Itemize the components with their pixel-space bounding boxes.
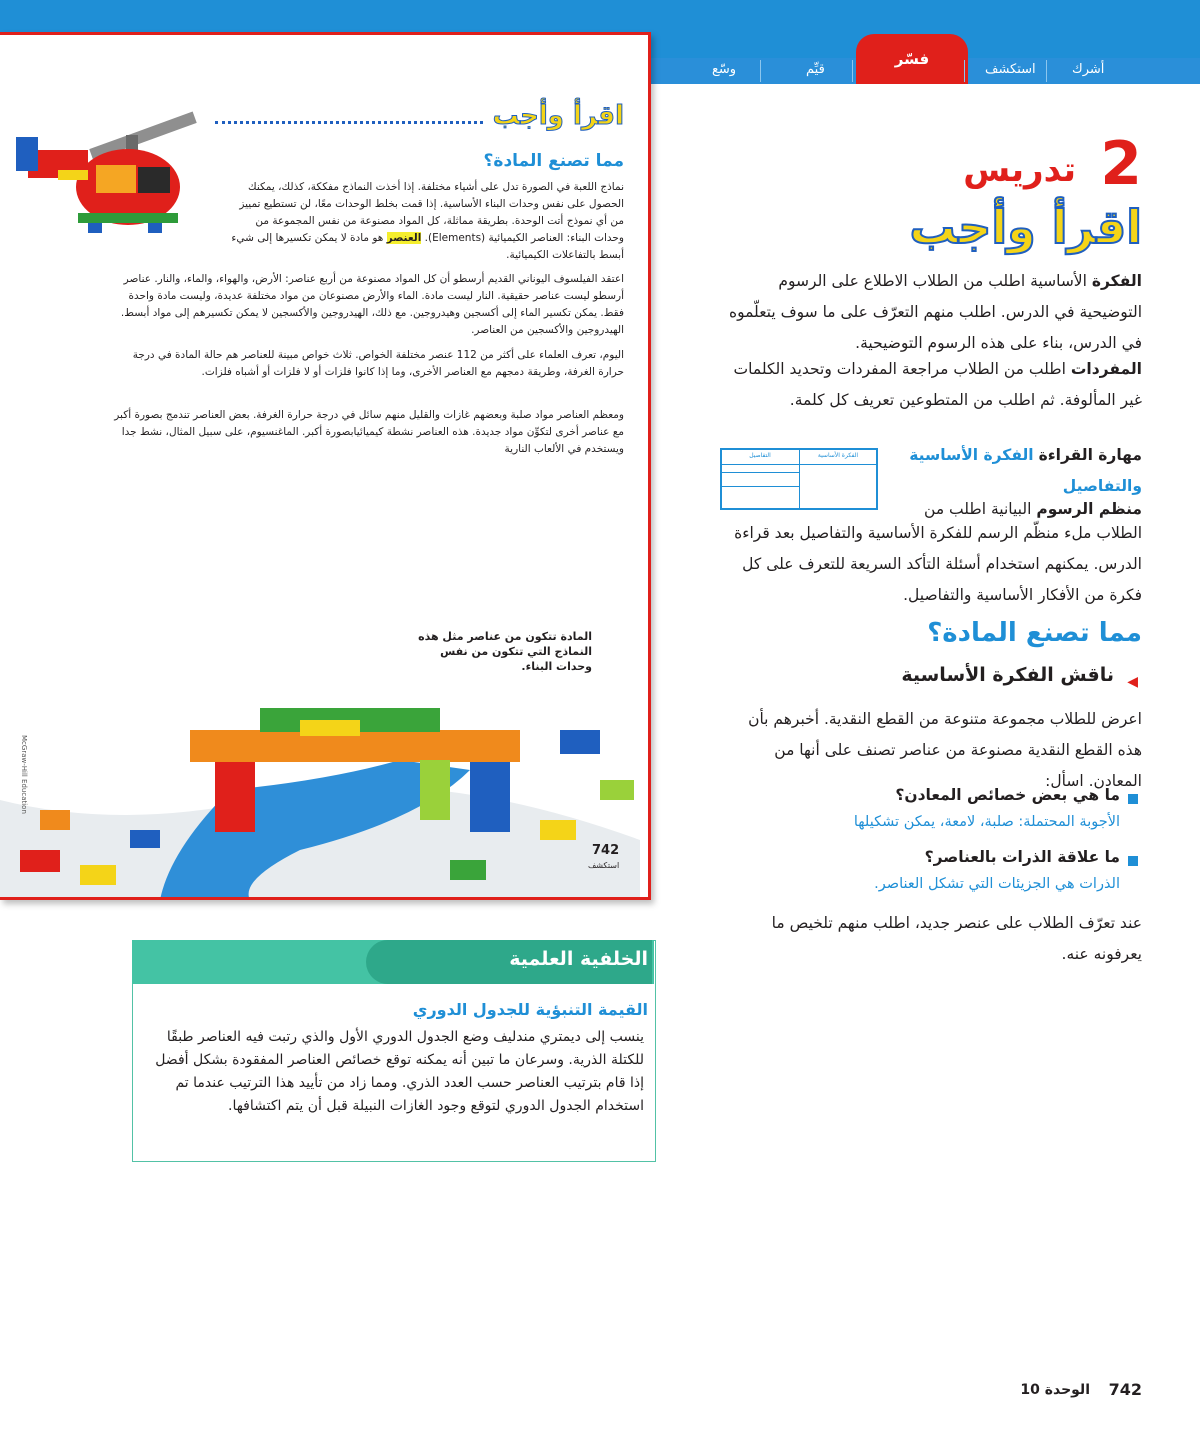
organizer-table-row-line: [722, 472, 799, 473]
science-background-text: ينسب إلى ديمتري مندليف وضع الجدول الدوري الأول والذي رتبت فيه العناصر طبقًا للكتلة الذرية. وسرعان ما تبين أنه يمكنه توقع خصائص العناصر المفقودة بشكل أفضل إذا قام بترتيب العناصر حسب العدد الذري. ومما زاد من تأييد هذا الترتيب عندما تم استخدام الجدول الدوري لتوقع وجود الغازات النبيلة قبل أن يتم اكتشافها.: [155, 1029, 644, 1114]
inset-paragraph-1: [224, 179, 624, 264]
organizer-col-details: التفاصيل: [749, 452, 771, 459]
triangle-bullet-icon: ◀: [1127, 674, 1138, 690]
inset-paragraph-3: اليوم، تعرف العلماء على أكثر من 112 عنصر مختلفة الخواص. ثلاث خواص مبينة للعناصر هم حالة المادة في درجة حرارة الغرفة، وطريقة دمجهم مع العناصر الأخرى، وما إذا كانوا فلزات أو لا فلزات أو أشباه فلزات.: [132, 349, 624, 378]
tab-explain[interactable]: فسّر: [856, 34, 968, 84]
read-answer-heading: اقرأ وأجب: [909, 200, 1142, 254]
image-caption: المادة تتكون من عناصر مثل هذه النماذج التي تتكون من نفس وحدات البناء.: [418, 630, 592, 673]
square-bullet-icon: [1128, 856, 1138, 866]
answer-1: [854, 814, 1120, 830]
question-1: ما هي بعض خصائص المعادن؟: [895, 786, 1120, 804]
science-background-title: الخلفية العلمية: [509, 948, 648, 970]
reading-skill-label: مهارة القراءة: [1038, 446, 1142, 464]
discuss-paragraph: اعرض للطلاب مجموعة متنوعة من القطع النقدية. أخبرهم بأن هذه القطع النقدية مصنوعة من عناصر تصنف على أنها من المعادن. اسأل:: [748, 710, 1142, 790]
element-term: العنصر: [386, 232, 422, 244]
reading-skill-value: الفكرة الأساسية والتفاصيل: [909, 446, 1142, 495]
lego-bridge-image: [0, 650, 648, 900]
lesson-number: 2: [1100, 129, 1142, 199]
organizer-table-row-line: [722, 486, 799, 487]
student-page-inset: [0, 32, 651, 900]
section-heading: مما تصنع المادة؟: [927, 618, 1142, 648]
closing-paragraph: عند تعرّف الطلاب على عنصر جديد، اطلب منهم تلخيص ما يعرفونه عنه.: [771, 914, 1142, 963]
inset-p1-end: هو مادة لا يمكن تكسيرها إلى شيء أبسط بالتفاعلات الكيميائية.: [231, 232, 624, 261]
inset-paragraph-2: اعتقد الفيلسوف اليوناني القديم أرسطو أن كل المواد مصنوعة من أربع عناصر: الأرض، والهواء، والماء، والنار. عناصر أرسطو ليست عناصر حقيقية. النار ليست مادة. الماء والأرض مصنوعان من مواد مختلفة عديدة، وليست مادة واحدة فقط. يمكن تكسير الماء إلى أكسجين وهيدروجين. مع ذلك، الهيدروجين والأكسجين لا يمكن تكسيرهم إلى مواد أبسط. الهيدروجين والأكسجين من العناصر.: [120, 273, 624, 336]
vocab-paragraph: [722, 354, 1142, 416]
tab-divider: [852, 60, 853, 82]
answer-2-text: الذرات هي الجزيئات التي تشكل العناصر.: [874, 876, 1120, 892]
inset-heading: مما تصنع المادة؟: [483, 151, 624, 171]
tab-engage[interactable]: أشرك: [1072, 62, 1105, 77]
organizer-label: منظم الرسوم: [1036, 500, 1142, 518]
answer-1-text: الأجوبة المحتملة: صلبة، لامعة، يمكن تشكيلها: [853, 814, 1120, 830]
lego-helicopter-image: [8, 75, 218, 235]
inset-page-number: 742: [592, 843, 620, 858]
tab-divider: [760, 60, 761, 82]
organizer-table: [720, 448, 878, 510]
square-bullet-icon: [1128, 794, 1138, 804]
inset-paragraph-4: ومعظم العناصر مواد صلبة وبعضهم غازات والقليل منهم سائل في درجة حرارة الغرفة. بعض العناصر تندمج بصورة أكبر مع عناصر أخرى لتكوِّن مواد جديدة. هذه العناصر نشطة كيميائيابصورة أكبر. الماغنسيوم، على سبيل المثال، نشط جدا ويستخدم في الألعاب النارية: [114, 409, 624, 455]
inset-page-label: استكشف: [588, 861, 620, 870]
title-dots: [215, 121, 483, 124]
tab-divider: [1046, 60, 1047, 82]
lesson-title: تدريس: [963, 150, 1076, 190]
reading-skill: [902, 440, 1142, 502]
inset-p1-text: نماذج اللعبة في الصورة تدل على أشياء مختلفة. إذا أخذت النماذج مفككة، كذلك، يمكنك الحصول على نفس وحدات البناء الأساسية. إذا قمت بخلط الوحدات معًا، لن تستطيع تمييز من أي نموذج أتت الوحدة. بطريقة مماثلة، كل المواد مصنوعة من نفس المجموعة من وحدات البناء: العناصر الكيميائية (Elements).: [239, 181, 624, 244]
read-answer-title: اقرأ وأجب: [492, 101, 624, 131]
organizer-table-divider: [799, 450, 800, 508]
organizer-text-1: البيانية اطلب من: [924, 500, 1032, 518]
organizer-col-main-idea: الفكرة الأساسية: [817, 452, 859, 459]
main-idea-paragraph: [722, 266, 1142, 359]
main-idea-label: الفكرة: [1091, 272, 1142, 290]
vocab-text: اطلب من الطلاب مراجعة المفردات وتحديد الكلمات غير المألوفة. ثم اطلب من المتطوعين تعريف كل كلمة.: [733, 360, 1142, 409]
footer-unit-label: الوحدة 10: [1020, 1382, 1090, 1398]
vocab-label: المفردات: [1070, 360, 1142, 378]
main-idea-text: الأساسية اطلب من الطلاب الاطلاع على الرسوم التوضيحية في الدرس. اطلب منهم التعرّف على ما سوف يتعلّموه في الدرس، بناء على هذه الرسوم التوضيحية.: [728, 272, 1142, 352]
question-2: ما علاقة الذرات بالعناصر؟: [924, 848, 1120, 866]
answer-2: [874, 876, 1120, 892]
tab-extend[interactable]: وسّع: [712, 62, 737, 77]
organizer-paragraph: الطلاب ملء منظّم الرسم للفكرة الأساسية والتفاصيل بعد قراءة الدرس. يمكنهم استخدام أسئلة التأكد السريعة للتعرف على كل فكرة من الأفكار الأساسية والتفاصيل.: [734, 524, 1142, 604]
science-background-subtitle: القيمة التنبؤية للجدول الدوري: [412, 1000, 648, 1019]
discuss-heading: ناقش الفكرة الأساسية: [901, 664, 1114, 686]
photo-credit: McGraw-Hill Education: [20, 735, 28, 814]
tab-explore[interactable]: استكشف: [985, 62, 1036, 77]
tab-divider: [964, 60, 965, 82]
tab-evaluate[interactable]: قيِّم: [806, 62, 825, 77]
footer-page-number: 742: [1108, 1380, 1142, 1399]
